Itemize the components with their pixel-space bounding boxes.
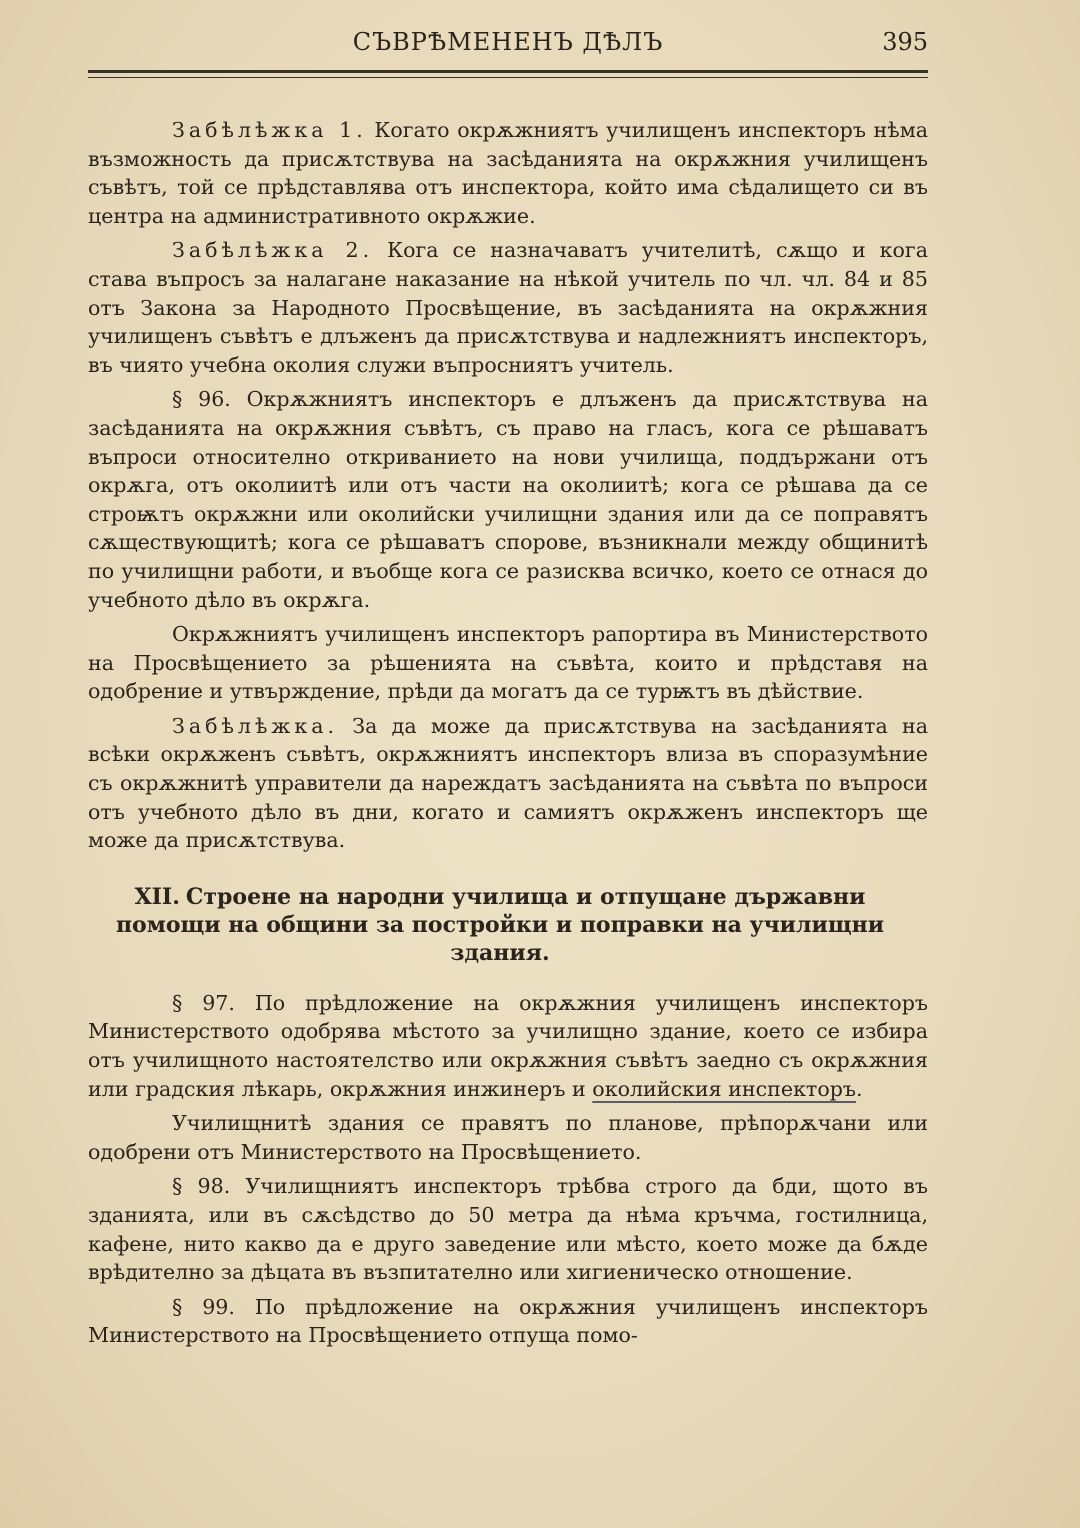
note-3-text: За да може да присѫтствува на засѣданията на всѣки окрѫженъ съвѣтъ, окрѫжниятъ инспекторъ влиза въ споразумѣние съ окрѫжнитѣ управители да нареждатъ засѣданията на съвѣта по въпроси отъ учебното дѣло въ дни, когато и самиятъ окрѫженъ инспекторъ ще може да присѫтствува. [88,713,928,853]
paragraph-97-end: . [856,1076,863,1101]
underlined-phrase: околийския инспекторъ [592,1076,857,1101]
paragraph-96-continued: Окрѫжниятъ училищенъ инспекторъ рапортира въ Министерството на Просвѣщението за рѣшенията на съвѣта, които и прѣдставя на одобрение и утвърждение, прѣди да могатъ да се турѭтъ въ дѣйствие. [88,622,928,704]
page-header [88,28,928,68]
header-rule-thick [88,70,928,73]
note-3 [88,712,928,855]
note-1-label: Забѣлѣжка 1. [172,118,367,142]
note-2 [88,236,928,379]
paragraph-97-continued: Училищнитѣ здания се правятъ по планове, прѣпорѫчани или одобрени отъ Министерството на Просвѣщението. [88,1111,928,1164]
section-number: XII. [134,883,180,910]
page-number: 395 [882,28,928,56]
section-heading-xii [102,883,898,967]
body-text [88,116,928,1356]
paragraph-97 [88,989,928,1103]
note-1-text: Когато окрѫжниятъ училищенъ инспекторъ нѣма възможность да присѫтствува на засѣданията на окрѫжния училищенъ съвѣтъ, той се прѣдставлява отъ инспектора, който има сѣдалището си въ центра на административното окрѫжие. [88,118,929,228]
note-2-label: Забѣлѣжка 2. [172,238,374,263]
paragraph-98: § 98. Училищниятъ инспекторъ трѣбва строго да бди, щото въ зданията, или въ сѫсѣдство до 50 метра да нѣма кръчма, гостилница, кафене, нито какво да е друго заведение или мѣсто, което може да бѫде врѣдително за дѣцата въ възпитателно или хигиеническо отношение. [88,1174,928,1285]
section-title: Строене на народни училища и отпущане държавни помощи на общини за постройки и поправки на училищни здания. [115,883,885,966]
paragraph-96: § 96. Окрѫжниятъ инспекторъ е длъженъ да присѫтствува на засѣданията на окрѫжния съвѣтъ, съ право на гласъ, кога се рѣшаватъ въпроси относително откриванието на нови училища, поддържани отъ окрѫга, отъ околиитѣ или отъ части на околиитѣ; кога се рѣшава да се строѭтъ окрѫжни или околийски училищни здания или да се поправятъ сѫществующитѣ; кога се рѣшаватъ спорове, възникнали между общинитѣ по училищни работи, и въобще кога се разисква всичко, което се отнася до учебното дѣло въ окрѫга. [88,387,928,612]
paragraph-99: § 99. По прѣдложение на окрѫжния училищенъ инспекторъ Министерството на Просвѣщението отпуща помо- [88,1294,928,1348]
header-rule-thin [88,77,928,78]
note-2-text: Кога се назначаватъ учителитѣ, сѫщо и кога става въпросъ за налагане наказание на нѣкой учитель по чл. чл. 84 и 85 отъ Закона за Народното Просвѣщение, въ засѣданията на окрѫжния училищенъ съвѣтъ е длъженъ да присѫтствува и надлежниятъ инспекторъ, въ чиято учебна околия служи въпросниятъ учитель. [88,238,928,377]
note-3-label: Забѣлѣжка. [172,713,339,738]
note-1 [88,116,928,230]
paragraph-97-text: § 97. По прѣдложение на окрѫжния училищенъ инспекторъ Министерството одобрява мѣстото за училищно здание, което се избира отъ училищното настоятелство или окрѫжния съвѣтъ заедно съ окрѫжния или градския лѣкарь, окрѫжния инжинеръ и [88,990,928,1101]
running-title: СЪВРѢМЕНЕНЪ ДѢЛЪ [352,28,664,56]
